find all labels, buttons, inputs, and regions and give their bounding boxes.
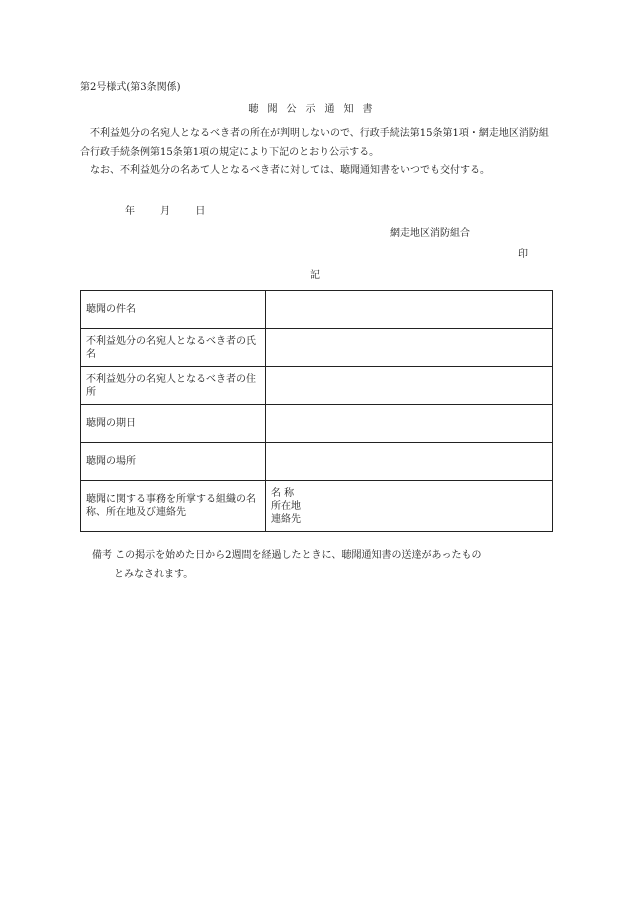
date-line: 年 月 日 [125, 206, 206, 217]
table-row [81, 329, 553, 367]
org-address-field: 所在地 [271, 500, 301, 512]
seal-mark: 印 [518, 249, 528, 260]
row-label-recipient-address: 不利益処分の名宛人となるべき者の住所 [81, 367, 266, 405]
row-value-recipient-name [266, 329, 553, 367]
form-label: 第2号様式(第3条関係) [80, 82, 181, 93]
row-label-organization: 聴聞に関する事務を所掌する組織の名称、所在地及び連絡先 [81, 481, 266, 532]
ki-heading: 記 [310, 270, 320, 281]
remarks-line-2: とみなされます。 [114, 569, 194, 580]
row-label-hearing-date: 聴聞の期日 [81, 405, 266, 443]
table-row [81, 367, 553, 405]
row-label-recipient-name: 不利益処分の名宛人となるべき者の氏名 [81, 329, 266, 367]
issuer-name: 網走地区消防組合 [390, 228, 470, 239]
org-name-field: 名 称 [271, 487, 295, 499]
table-row [81, 481, 553, 532]
row-value-hearing-date [266, 405, 553, 443]
row-value-organization [266, 481, 553, 532]
paragraph-1: 不利益処分の名宛人となるべき者の所在が判明しないので、行政手続法第15条第1項・網走地区消防組合行政手続条例第15条第1項の規定により下記のとおり公示する。 [80, 128, 549, 158]
row-label-hearing-place: 聴聞の場所 [81, 443, 266, 481]
row-label-subject: 聴聞の件名 [81, 291, 266, 329]
table-row [81, 443, 553, 481]
row-value-subject [266, 291, 553, 329]
row-value-hearing-place [266, 443, 553, 481]
table-row [81, 291, 553, 329]
remarks-note [92, 546, 554, 584]
remarks-line-1: 備考 この掲示を始めた日から2週間を経過したときに、聴聞通知書の送達があったもの [92, 550, 482, 561]
document-title: 聴聞公示通知書 [248, 104, 382, 115]
table-row [81, 405, 553, 443]
hearing-info-table [80, 290, 553, 532]
org-contact-field: 連絡先 [271, 513, 301, 525]
paragraph-2: なお、不利益処分の名あて人となるべき者に対しては、聴聞通知書をいつでも交付する。 [90, 165, 490, 176]
row-value-recipient-address [266, 367, 553, 405]
